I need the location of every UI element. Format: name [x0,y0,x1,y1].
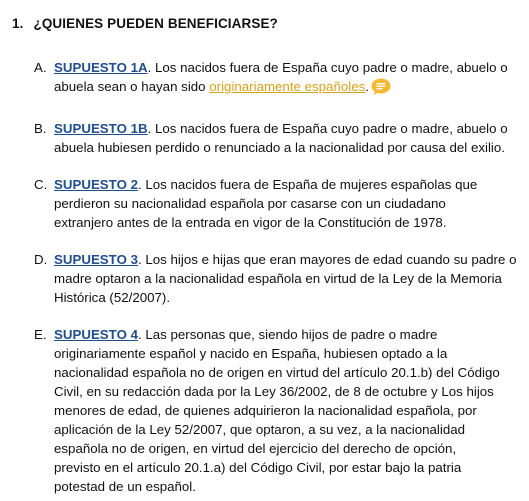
item-text [54,58,524,96]
item-line: SUPUESTO 4. Las personas que, siendo hijos de padre o madre [54,327,438,342]
item-line: originariamente español y nacido en España, hubiesen optado a la [54,346,448,361]
supuesto-link[interactable]: SUPUESTO 1B [54,121,148,136]
item-marker: A. [34,60,47,75]
supuesto-link[interactable]: SUPUESTO 1A [54,60,148,75]
item-line: previsto en el artículo 20.1.a) del Código Civil, por estar bajo la patria [54,460,462,475]
comment-icon[interactable] [371,78,391,95]
item-marker: C. [34,177,48,192]
section-number: 1. [12,16,24,31]
item-line: nacionalidad española no de origen en virtud del artículo 20.1.b) del Código [54,365,500,380]
item-line: SUPUESTO 1A. Los nacidos fuera de España cuyo padre o madre, abuelo o [54,60,508,75]
item-line: SUPUESTO 1B. Los nacidos fuera de España cuyo padre o madre, abuelo o [54,121,508,136]
item-line: Civil, en su redacción dada por la Ley 36/2002, de 8 de octubre y Los hijos [54,384,494,399]
item-line: SUPUESTO 3. Los hijos e hijas que eran mayores de edad cuando su padre o [54,252,517,267]
highlighted-text[interactable]: originariamente españoles [209,79,366,94]
item-line: perdieron su nacionalidad española por casarse con un ciudadano [54,196,446,211]
item-line: menores de edad, de quienes adquirieron la nacionalidad española, por [54,403,477,418]
item-line: Histórica (52/2007). [54,290,171,305]
item-line: SUPUESTO 2. Los nacidos fuera de España de mujeres españolas que [54,177,478,192]
item-marker: B. [34,121,47,136]
item-text [54,119,524,157]
item-line: abuela hubiesen perdido o renunciado a la nacionalidad por causa del exilio. [54,140,505,155]
item-text [54,325,524,496]
item-text [54,250,524,307]
section-heading [12,16,278,31]
item-marker: D. [34,252,48,267]
item-line: abuela sean o hayan sido originariamente españoles. [54,77,524,96]
item-line: española no de origen, en virtud del ejercicio del derecho de opción, [54,441,457,456]
item-line: potestad de un español. [54,479,196,494]
item-marker: E. [34,327,47,342]
section-title: ¿QUIENES PUEDEN BENEFICIARSE? [33,16,278,31]
item-line: extranjero antes de la entrada en vigor de la Constitución de 1978. [54,215,447,230]
item-line: aplicación de la Ley 52/2007, que optaron, a su vez, a la nacionalidad [54,422,466,437]
supuesto-link[interactable]: SUPUESTO 3 [54,252,138,267]
item-line: madre optaron a la nacionalidad española en virtud de la Ley de la Memoria [54,271,502,286]
supuesto-link[interactable]: SUPUESTO 4 [54,327,138,342]
item-text [54,175,524,232]
supuesto-link[interactable]: SUPUESTO 2 [54,177,138,192]
